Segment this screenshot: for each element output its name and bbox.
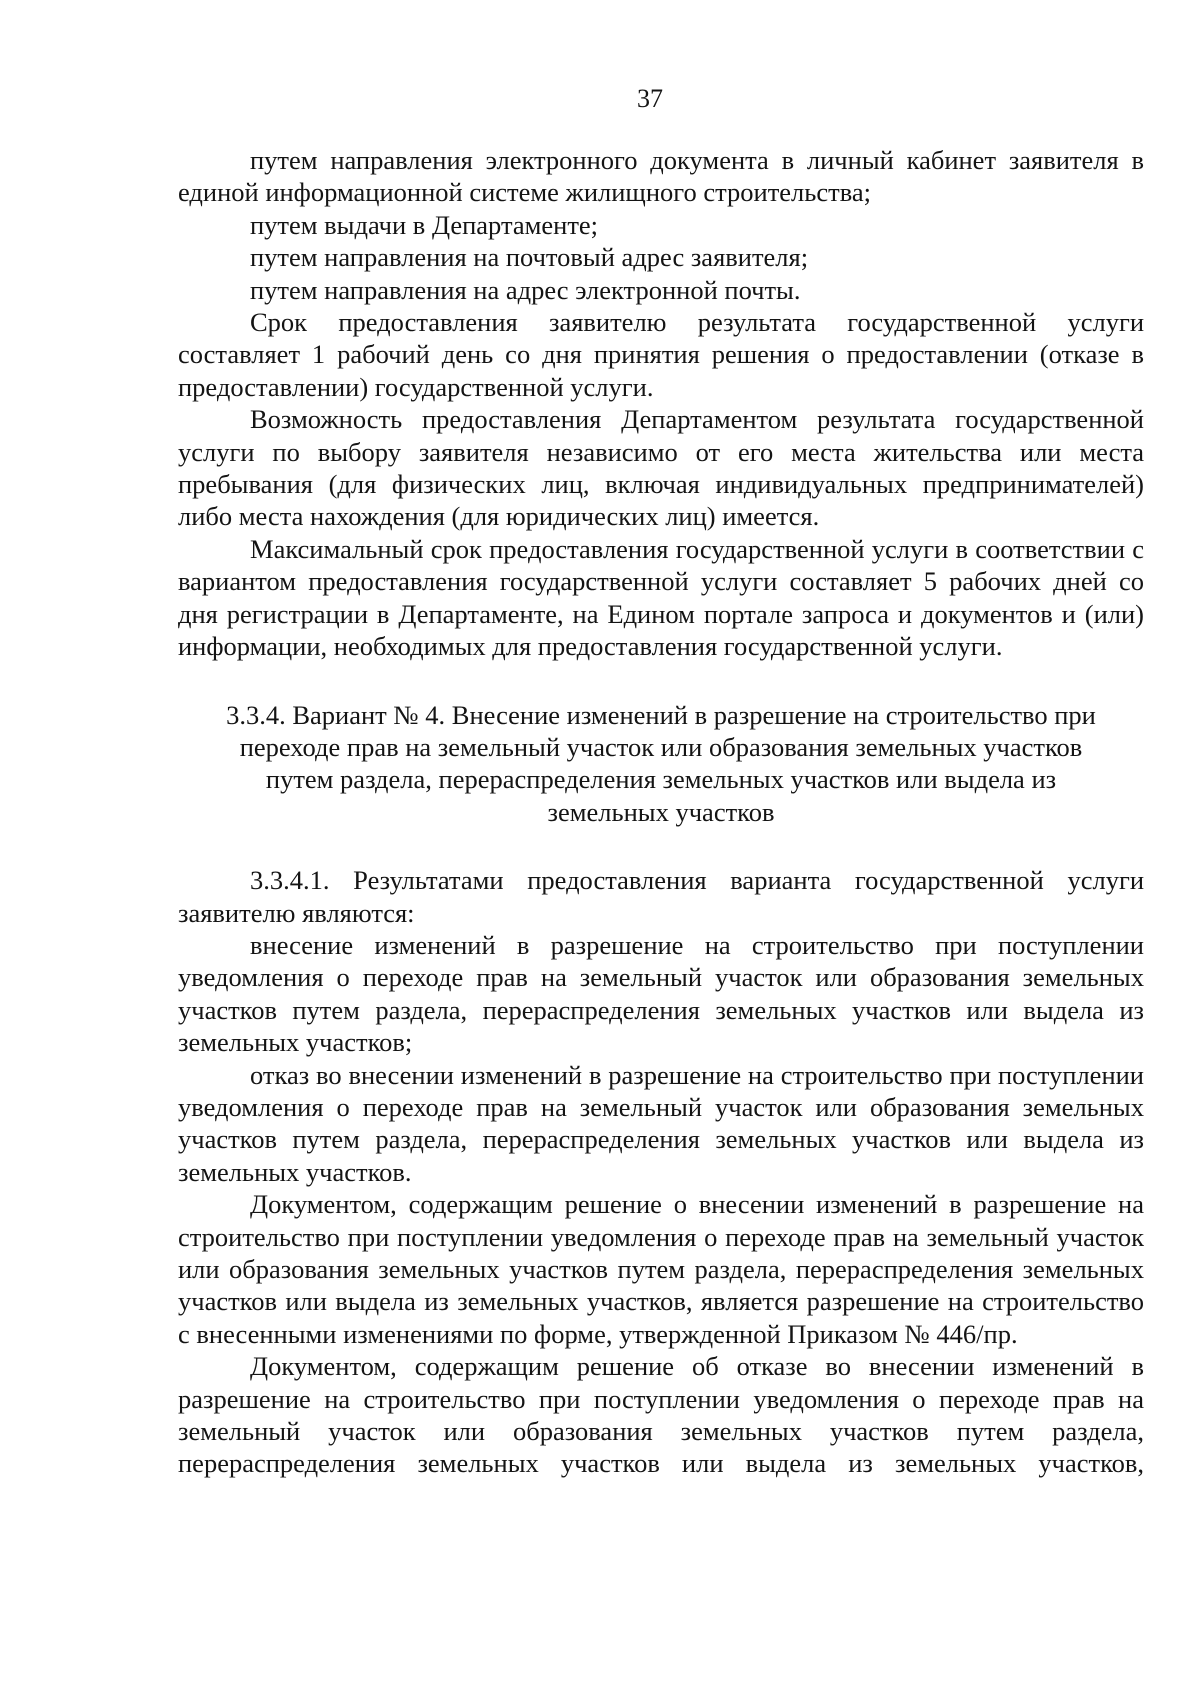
- page-number: 37: [637, 84, 663, 113]
- section-heading: [178, 699, 1144, 829]
- paragraph-delivery-department: путем выдачи в Департаменте;: [250, 209, 599, 240]
- paragraph-result-refusal: отказ во внесении изменений в разрешение на строительство при поступлении уведомления о переходе прав на земельный участок или образования земельных участков путем раздела, перераспределения земельных участков или выдела из земельных участков.: [178, 1059, 1144, 1187]
- section-heading-line: земельных участков: [547, 796, 775, 827]
- paragraph-results-intro: 3.3.4.1. Результатами предоставления варианта государственной услуги заявителю являются:: [178, 865, 1144, 928]
- paragraph-delivery-post: путем направления на почтовый адрес заявителя;: [250, 242, 809, 273]
- paragraph-max-term: Максимальный срок предоставления государственной услуги в соответствии с вариантом предоставления государственной услуги составляет 5 рабочих дней со дня регистрации в Департаменте, на Едином портале запроса и документов и (или) информации, необходимых для предоставления государственной услуги.: [178, 533, 1144, 662]
- paragraph-result-term: Срок предоставления заявителю результата государственной услуги составляет 1 рабочий день со дня принятия решения о предоставлении (отказе в предоставлении) государственной услуги.: [178, 307, 1144, 402]
- paragraph-result-amendment: внесение изменений в разрешение на строительство при поступлении уведомления о переходе прав на земельный участок или образования земельных участков путем раздела, перераспределения земельных участков или выдела из земельных участков;: [178, 929, 1144, 1058]
- paragraph-delivery-lk: путем направления электронного документа в личный кабинет заявителя в единой информационной системе жилищного строительства;: [178, 145, 1144, 208]
- paragraph-refusal-document: Документом, содержащим решение об отказе во внесении изменений в разрешение на строительство при поступлении уведомления о переходе прав на земельный участок или образования земельных участков путем раздела, перераспределения земельных участков или выдела из земельных участков,: [178, 1351, 1144, 1479]
- paragraph-extraterritorial: Возможность предоставления Департаментом результата государственной услуги по выбору заявителя независимо от его места жительства или места пребывания (для физических лиц, включая индивидуальных предпринимателей) либо места нахождения (для юридических лиц) имеется.: [178, 404, 1144, 532]
- paragraph-delivery-email: путем направления на адрес электронной почты.: [250, 274, 801, 305]
- section-heading-line: путем раздела, перераспределения земельных участков или выдела из: [265, 764, 1057, 795]
- section-heading-line: 3.3.4. Вариант № 4. Внесение изменений в разрешение на строительство при: [226, 699, 1096, 730]
- section-heading-line: переходе прав на земельный участок или образования земельных участков: [239, 731, 1083, 762]
- document-body: [178, 144, 1144, 1480]
- paragraph-amendment-document: Документом, содержащим решение о внесении изменений в разрешение на строительство при поступлении уведомления о переходе прав на земельный участок или образования земельных участков путем раздела, перераспределения земельных участков или выдела из земельных участков, является разрешение на строительство с внесенными изменениями по форме, утвержденной Приказом № 446/пр.: [178, 1189, 1144, 1349]
